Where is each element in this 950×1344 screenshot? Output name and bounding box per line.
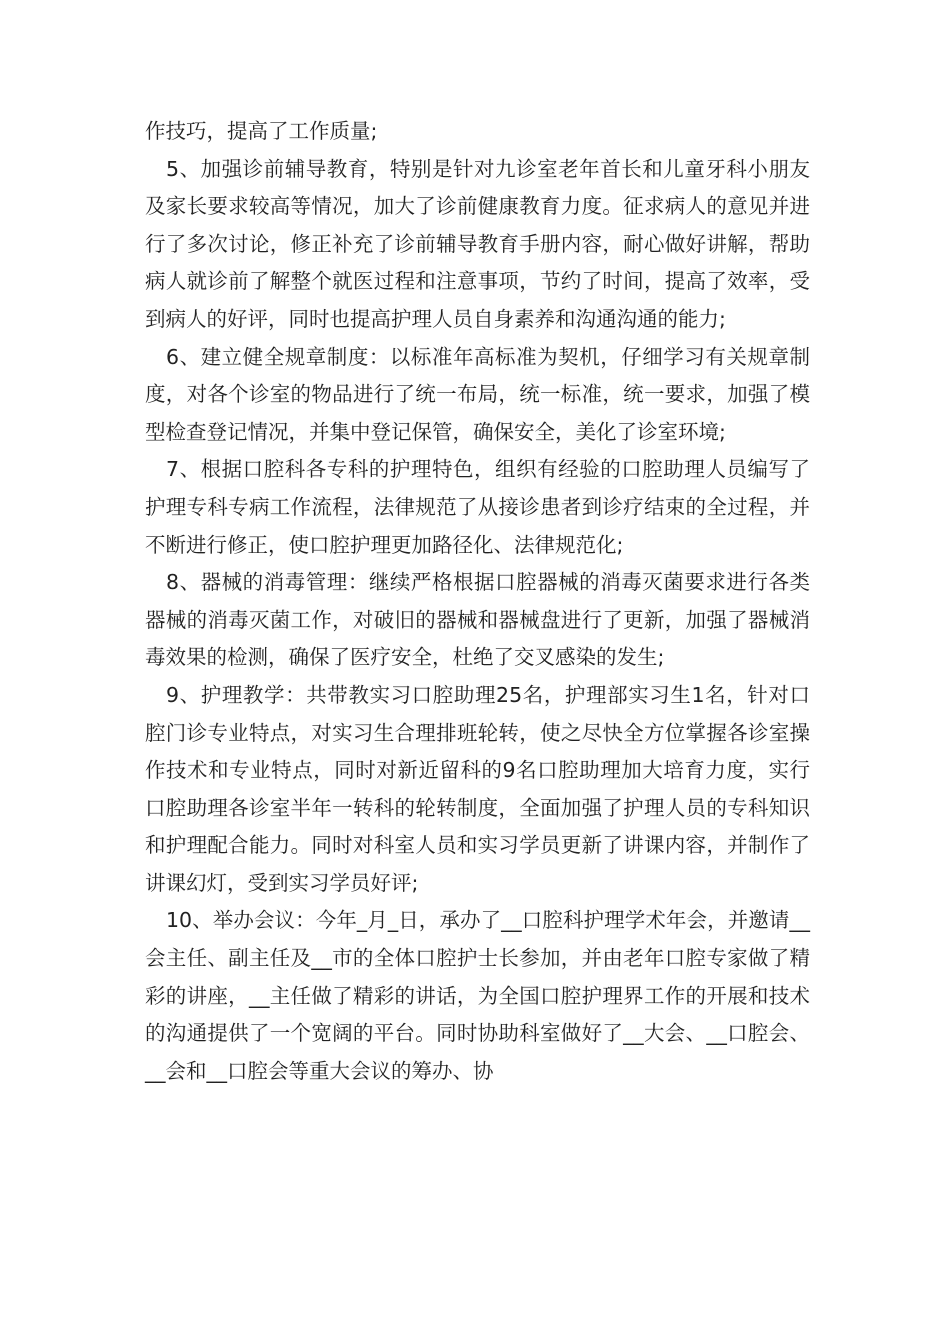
paragraph-item-8: 8、器械的消毒管理：继续严格根据口腔器械的消毒灭菌要求进行各类器械的消毒灭菌工作，对破旧的器械和器械盘进行了更新，加强了器械消毒效果的检测，确保了医疗安全，杜绝了交叉感染的发生; [145,570,810,670]
paragraph-continuation: 作技巧，提高了工作质量; [145,119,378,143]
paragraph-item-9: 9、护理教学：共带教实习口腔助理25名，护理部实习生1名，针对口腔门诊专业特点，对实习生合理排班轮转，使之尽快全方位掌握各诊室操作技术和专业特点，同时对新近留科的9名口腔助理加大培育力度，实行口腔助理各诊室半年一转科的轮转制度，全面加强了护理人员的专科知识和护理配合能力。同时对科室人员和实习学员更新了讲课内容，并制作了讲课幻灯，受到实习学员好评; [145,682,810,895]
paragraph-item-6: 6、建立健全规章制度：以标准年高标准为契机，仔细学习有关规章制度，对各个诊室的物品进行了统一布局，统一标准，统一要求，加强了模型检查登记情况，并集中登记保管，确保安全，美化了诊室环境; [145,344,810,444]
paragraph-item-10: 10、举办会议：今年_月_日，承办了__口腔科护理学术年会，并邀请__会主任、副主任及__市的全体口腔护士长参加，并由老年口腔专家做了精彩的讲座，__主任做了精彩的讲话，为全国口腔护理界工作的开展和技术的沟通提供了一个宽阔的平台。同时协助科室做好了__大会、__口腔会、__会和__口腔会等重大会议的筹办、协 [145,908,810,1083]
paragraph-item-7: 7、根据口腔科各专科的护理特色，组织有经验的口腔助理人员编写了护理专科专病工作流程，法律规范了从接诊患者到诊疗结束的全过程，并不断进行修正，使口腔护理更加路径化、法律规范化; [145,457,810,557]
document-body [145,113,810,1090]
paragraph-item-5: 5、加强诊前辅导教育，特别是针对九诊室老年首长和儿童牙科小朋友及家长要求较高等情况，加大了诊前健康教育力度。征求病人的意见并进行了多次讨论，修正补充了诊前辅导教育手册内容，耐心做好讲解，帮助病人就诊前了解整个就医过程和注意事项，节约了时间，提高了效率，受到病人的好评，同时也提高护理人员自身素养和沟通沟通的能力; [145,156,810,331]
